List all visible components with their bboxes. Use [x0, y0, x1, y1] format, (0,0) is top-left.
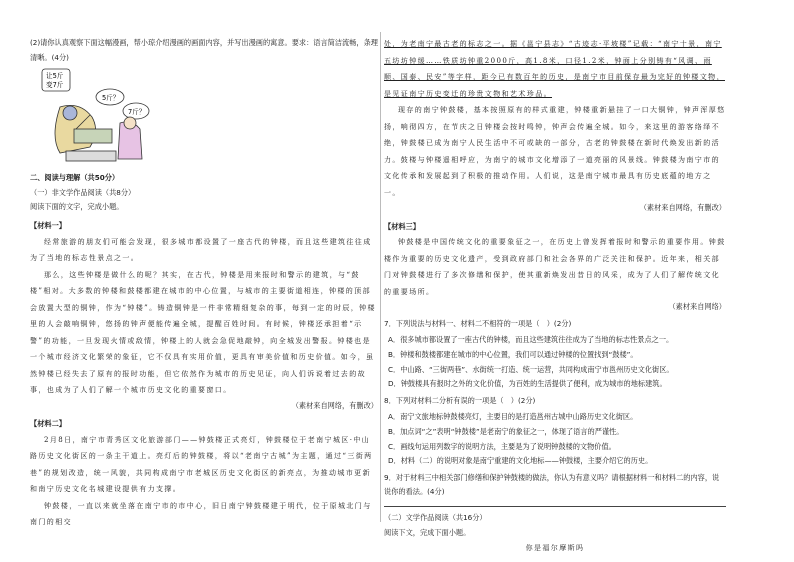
material-2-continued-text: 处，为老南宁最古老的标志之一。据《邕宁县志》“古迹志·平坡楼”记载：“南宁十景，南宁五坊坊钟缓……铁质坊钟重2000斤，高1.8米，口径1.2米，钟面上分别铸有“风调、雨顺、国泰、民安”等字样，距今已有数百年的历史，是南宁市目前保存最为完好的钟楼文物，是见证南宁历史变迁的珍贵文物和艺术珍品。 [384, 40, 725, 98]
question-7-option-d: D．钟鼓楼具有报时之外的文化价值，为百姓的生活提供了便利，成为城市的地标建筑。 [388, 379, 667, 389]
question-7-option-c: C．中山路、“三街两巷”、水街统一打造、统一运营，共同构成南宁市邕州历史文化街区。 [388, 364, 674, 374]
material-1-paragraph-2: 那么，这些钟楼是做什么的呢？其实，在古代，钟楼是用来报时和警示的建筑，与“鼓楼”相对。大多数的钟楼和鼓楼都建在城市的中心位置，与城市的主要街道相连，钟楼的顶部会放置大型的铜钟，作为“钟楼”。铸造铜钟是一件非常精细复杂的事，每到一定的时辰，钟楼里的人会敲响铜钟，悠扬的钟声便能传遍全城，提醒百姓时间。有时候，钟楼还承担着“示警”的功能，一旦发现火情或敌情，钟楼上的人就会急促地敲钟，向全城发出警报。钟楼也是一个城市经济文化繁荣的象征，它不仅具有实用价值，更具有审美价值和历史价值。如今，虽然钟楼已经失去了原有的报时功能，但它依然作为城市的历史见证，向人们诉说着过去的故事，也成为了人们了解一个城市历史文化的重要窗口。 [30, 270, 376, 395]
question-7-option-a: A．很多城市都设置了一座古代的钟楼，而且这些建筑往往成为了当地的标志性景点之一。 [388, 335, 674, 345]
material-3-paragraph: 钟鼓楼是中国传统文化的重要象征之一，在历史上曾发挥着报时和警示的重要作用。钟鼓楼作为重要的历史文化遗产，受到政府部门和社会各界的广泛关注和保护。近年来，相关部门对钟鼓楼进行了多次修缮和保护，使其重新焕发出昔日的风采，成为了人们了解传统文化的重要场所。 [384, 238, 726, 296]
material-2-paragraph-3: 现存的南宁钟鼓楼，基本按照原有的样式重建，钟楼重新悬挂了一口大铜钟，钟声浑厚悠扬，响彻四方，在节庆之日钟楼会按时鸣钟，钟声会传遍全城。如今，来这里的游客络绎不绝，钟鼓楼已成为南宁人民生活中不可或缺的一部分，古老的钟鼓楼在新时代焕发出新的活力。鼓楼与钟楼遥相呼应，为南宁的城市文化增添了一道亮丽的风景线。钟鼓楼为南宁市的文化传承和发展起到了积极的推动作用。人们说，这是南宁城市最具有历史底蕴的地方之一。 [384, 106, 726, 197]
bubble-text-1b: 变7斤 [46, 81, 64, 90]
question-8: 8．下列对材料二分析有误的一项是（ ）(2分) [384, 395, 536, 405]
section-2-title: 二、阅读与理解（共50分） [30, 173, 120, 183]
material-2-paragraph-1: 2月8日，南宁市青秀区文化旅游部门——钟鼓楼正式亮灯，钟鼓楼位于老南宁城区·中山路历史文化街区的一条主干道上。亮灯后的钟鼓楼，将以“老南宁古城”为主题，通过“三街两巷”的规划改造，统一风貌，共同构成南宁市老城区历史文化街区的新亮点，为推动城市更新和南宁历史文化名城建设提供有力支撑。 [30, 435, 373, 494]
question-7: 7．下列说法与材料一、材料二不相符的一项是（ ）(2分) [384, 318, 572, 328]
bubble-text-2: 5斤？ [102, 94, 120, 103]
material-1-source: （素材来自网络，有删改） [291, 400, 378, 410]
material-2-title: 【材料二】 [30, 419, 66, 429]
answer-line [384, 506, 726, 507]
story-title: 你是福尔摩斯吗 [525, 544, 585, 553]
material-2-source: （素材来自网络，有删改） [639, 203, 726, 212]
question-9: 9．对于材料三中相关部门修缮和保护钟鼓楼的做法，你认为有意义吗？请根据材料一和材料二的内容，说说你的看法。(4分) [384, 472, 720, 497]
material-1-title: 【材料一】 [30, 220, 66, 230]
bubble-text-1a: 让5斤 [46, 72, 64, 81]
cartoon-drawing [40, 67, 152, 167]
subsection-1-instructions: 阅读下面的文字，完成小题。 [30, 202, 124, 212]
material-2-paragraph-2: 钟鼓楼，一直以来就坐落在南宁市的市中心，旧日南宁钟鼓楼建于明代，位于原城北门与南门的相交 [30, 501, 372, 527]
question-8-option-a: A．南宁文旅地标钟鼓楼亮灯，主要目的是打造邕州古城中山路历史文化街区。 [388, 412, 638, 422]
cartoon-illustration [40, 67, 152, 167]
question-intro: (2)请你认真观察下面这幅漫画，帮小琼介绍漫画的画面内容，并写出漫画的寓意。要求：语言简洁流畅，条理清晰。(4分) [30, 38, 378, 62]
question-8-option-c: C．画线句运用列数字的说明方法，主要是为了说明钟鼓楼的文物价值。 [388, 441, 616, 451]
subsection-2-title: （二）文学作品阅读（共16分） [384, 512, 487, 522]
question-8-option-d: D．材料（二）的说明对象是南宁重建的文化地标——钟鼓楼，主要介绍它的历史。 [388, 456, 653, 466]
material-3-title: 【材料三】 [384, 221, 420, 231]
question-8-option-b: B．加点词“之”表明“钟鼓楼”是老南宁的象征之一，体现了语言的严谨性。 [388, 426, 624, 436]
bubble-text-3: 7斤？ [128, 108, 146, 117]
column-divider [380, 32, 381, 522]
question-7-option-b: B．钟楼和鼓楼都建在城市的中心位置，我们可以通过钟楼的位置找到“鼓楼”。 [388, 349, 638, 359]
right-column [384, 36, 726, 557]
material-3-source: （素材来自网络） [668, 302, 726, 312]
material-1-paragraph-1: 经常旅游的朋友们可能会发现，很多城市都设置了一座古代的钟楼，而且这些建筑往往成为了当地的标志性景点之一。 [30, 237, 372, 263]
material-2-continued [384, 36, 726, 102]
left-column [30, 36, 378, 531]
subsection-2-instructions: 阅读下文，完成下面小题。 [384, 527, 471, 537]
subsection-1-title: （一）非文学作品阅读（共8分） [30, 187, 136, 197]
